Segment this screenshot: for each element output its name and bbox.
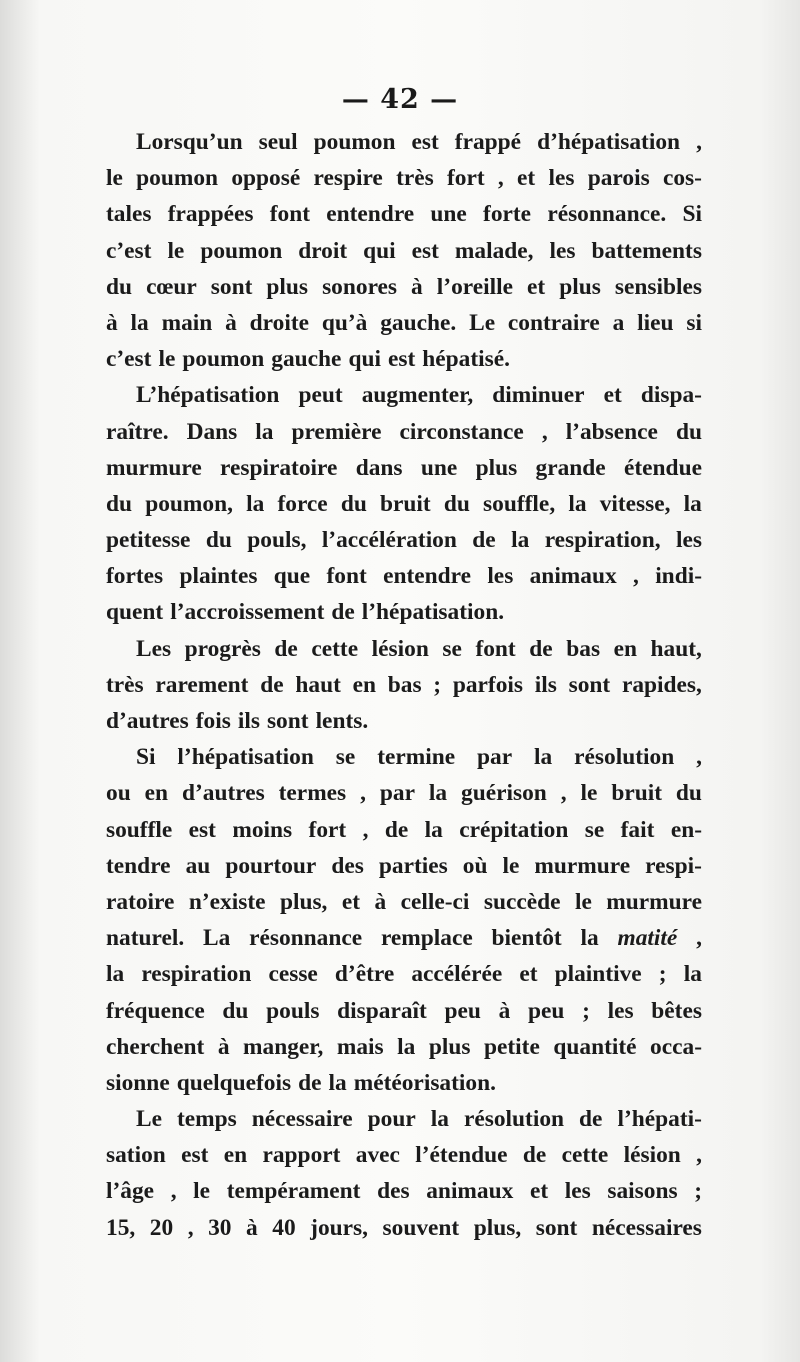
text-line-with-italic: naturel. La résonnance remplace bientôt la matité ,: [106, 920, 702, 956]
body-text: [106, 124, 702, 1246]
page-number: — 42 —: [341, 84, 459, 115]
paragraph-5: [106, 1101, 702, 1246]
text-line: murmure respiratoire dans une plus grande étendue: [106, 454, 702, 481]
text-line: le poumon opposé respire très fort , et les parois cos-: [106, 165, 702, 192]
text-line: ratoire n’existe plus, et à celle-ci succède le murmure: [106, 888, 702, 915]
text-line: Lorsqu’un seul poumon est frappé d’hépatisation ,: [136, 129, 702, 155]
text-line: c’est le poumon gauche qui est hépatisé.: [106, 346, 510, 373]
line-punctuation: ,: [696, 925, 702, 952]
text-line: Le temps nécessaire pour la résolution de l’hépati-: [136, 1106, 702, 1133]
text-line: à la main à droite qu’à gauche. Le contraire a lieu si: [106, 309, 702, 336]
text-line: très rarement de haut en bas ; parfois ils sont rapides,: [106, 671, 702, 698]
text-line: Si l’hépatisation se termine par la résolution ,: [136, 744, 702, 771]
text-line: sation est en rapport avec l’étendue de cette lésion ,: [106, 1142, 702, 1169]
text-line: du poumon, la force du bruit du souffle, la vitesse, la: [106, 490, 702, 517]
text-line: quent l’accroissement de l’hépatisation.: [106, 599, 505, 626]
text-line: sionne quelquefois de la météorisation.: [106, 1069, 496, 1096]
text-line: L’hépatisation peut augmenter, diminuer et dispa-: [136, 382, 702, 409]
paragraph-4: [106, 739, 702, 1101]
text-line: ou en d’autres termes , par la guérison , le bruit du: [106, 780, 702, 807]
text-line: la respiration cesse d’être accélérée et plaintive ; la: [106, 961, 702, 988]
text-line: souffle est moins fort , de la crépitation se fait en-: [106, 816, 702, 843]
text-line: 15, 20 , 30 à 40 jours, souvent plus, sont nécessaires: [106, 1214, 702, 1241]
paragraph-2: [106, 377, 702, 630]
text-line: tendre au pourtour des parties où le murmure respi-: [106, 852, 702, 879]
text-line: fréquence du pouls disparaît peu à peu ; les bêtes: [106, 997, 702, 1024]
text-line: Les progrès de cette lésion se font de bas en haut,: [136, 635, 702, 662]
text-line: tales frappées font entendre une forte résonnance. Si: [106, 201, 702, 228]
text-line: c’est le poumon droit qui est malade, les battements: [106, 237, 702, 264]
paragraph-3: [106, 631, 702, 740]
text-line: du cœur sont plus sonores à l’oreille et plus sensibles: [106, 273, 702, 300]
text-line: fortes plaintes que font entendre les animaux , indi-: [106, 563, 702, 590]
text-line: d’autres fois ils sont lents.: [106, 708, 369, 734]
paragraph-1: [106, 124, 702, 377]
text-line: l’âge , le tempérament des animaux et les saisons ;: [106, 1178, 702, 1205]
text-line: cherchent à manger, mais la plus petite quantité occa-: [106, 1033, 702, 1060]
italic-term: matité: [617, 925, 678, 952]
text-line: raître. Dans la première circonstance , l’absence du: [106, 418, 702, 445]
text-line: petitesse du pouls, l’accélération de la respiration, les: [106, 527, 702, 554]
